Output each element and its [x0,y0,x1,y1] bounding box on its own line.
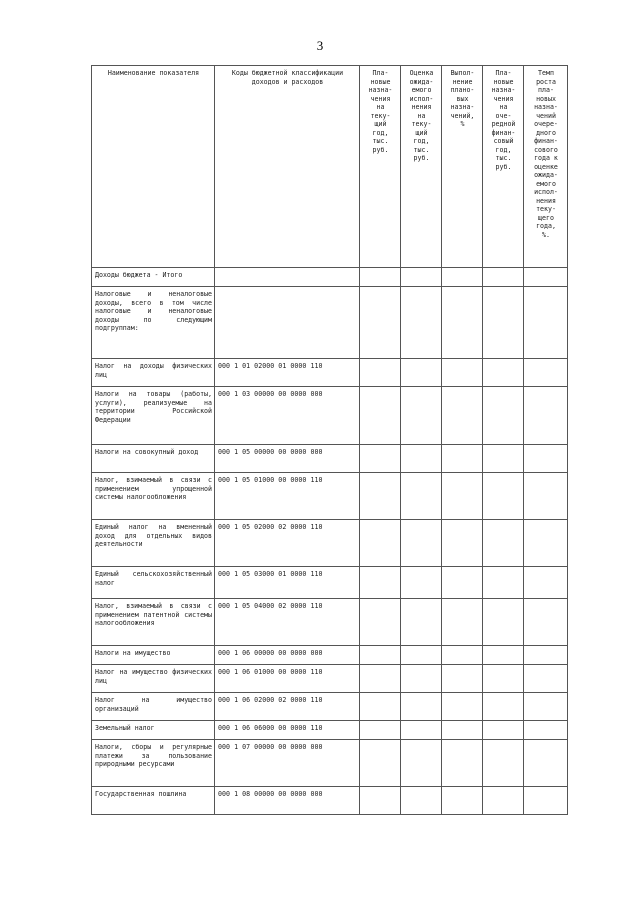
header-planned-current-year: Пла- новые назна- чения на теку- щий год, тыс. руб. [360,66,401,268]
row-classification-code: 000 1 05 00000 00 0000 000 [215,445,360,473]
row-execution-percent-cell [442,520,483,567]
table-row [92,646,568,665]
row-expected-execution-cell [401,473,442,520]
row-execution-percent-cell [442,665,483,693]
row-execution-percent-cell [442,287,483,359]
row-planned-current-cell [360,721,401,740]
table-row [92,387,568,445]
row-planned-current-cell [360,665,401,693]
row-indicator-name: Налоги на имущество [92,646,215,665]
row-expected-execution-cell [401,693,442,721]
row-planned-current-cell [360,445,401,473]
row-execution-percent-cell [442,359,483,387]
row-growth-rate-cell [524,359,568,387]
row-planned-next-cell [483,721,524,740]
row-planned-current-cell [360,387,401,445]
row-growth-rate-cell [524,567,568,599]
row-growth-rate-cell [524,787,568,815]
row-expected-execution-cell [401,445,442,473]
row-expected-execution-cell [401,520,442,567]
row-classification-code: 000 1 05 04000 02 0000 110 [215,599,360,646]
row-growth-rate-cell [524,287,568,359]
row-classification-code: 000 1 06 06000 00 0000 110 [215,721,360,740]
row-planned-current-cell [360,693,401,721]
row-execution-percent-cell [442,445,483,473]
row-indicator-name: Налоги, сборы и регулярные платежи за пользование природными ресурсами [92,740,215,787]
table-row [92,567,568,599]
table-row [92,359,568,387]
row-planned-next-cell [483,287,524,359]
row-execution-percent-cell [442,599,483,646]
header-growth-rate: Темп роста пла- новых назна- чений очере- дного финан- сового года к оценке ожида- емого испол- нения теку- щего года, %. [524,66,568,268]
row-growth-rate-cell [524,520,568,567]
table-row [92,721,568,740]
row-planned-current-cell [360,287,401,359]
row-classification-code: 000 1 08 00000 00 0000 000 [215,787,360,815]
table-row [92,787,568,815]
row-growth-rate-cell [524,445,568,473]
row-classification-code: 000 1 05 03000 01 0000 110 [215,567,360,599]
row-indicator-name: Налог, взимаемый в связи с применением упрощенной системы налогообложения [92,473,215,520]
row-execution-percent-cell [442,268,483,287]
row-expected-execution-cell [401,646,442,665]
row-classification-code: 000 1 06 00000 00 0000 000 [215,646,360,665]
row-planned-current-cell [360,599,401,646]
row-growth-rate-cell [524,473,568,520]
row-planned-current-cell [360,740,401,787]
row-expected-execution-cell [401,268,442,287]
row-planned-next-cell [483,473,524,520]
row-classification-code: 000 1 05 02000 02 0000 110 [215,520,360,567]
row-planned-next-cell [483,665,524,693]
row-execution-percent-cell [442,646,483,665]
row-growth-rate-cell [524,693,568,721]
header-indicator-name: Наименование показателя [92,66,215,268]
row-expected-execution-cell [401,787,442,815]
row-indicator-name: Налоги на товары (работы, услуги), реализуемые на территории Российской Федерации [92,387,215,445]
row-indicator-name: Налоговые и неналоговые доходы, всего в том числе налоговые и неналоговые доходы по следующим подгруппам: [92,287,215,359]
row-planned-next-cell [483,268,524,287]
row-classification-code: 000 1 03 00000 00 0000 000 [215,387,360,445]
row-classification-code [215,268,360,287]
row-indicator-name: Единый сельскохозяйственный налог [92,567,215,599]
table-row [92,520,568,567]
row-execution-percent-cell [442,721,483,740]
row-planned-next-cell [483,567,524,599]
row-expected-execution-cell [401,567,442,599]
row-planned-current-cell [360,646,401,665]
row-indicator-name: Налоги на совокупный доход [92,445,215,473]
row-expected-execution-cell [401,740,442,787]
row-planned-next-cell [483,445,524,473]
row-growth-rate-cell [524,268,568,287]
table-row [92,287,568,359]
row-planned-current-cell [360,787,401,815]
row-planned-current-cell [360,359,401,387]
row-planned-next-cell [483,646,524,665]
row-execution-percent-cell [442,740,483,787]
row-indicator-name: Налог на имущество физических лиц [92,665,215,693]
row-growth-rate-cell [524,599,568,646]
row-planned-next-cell [483,387,524,445]
row-planned-next-cell [483,359,524,387]
row-classification-code: 000 1 01 02000 01 0000 110 [215,359,360,387]
row-planned-next-cell [483,740,524,787]
row-planned-current-cell [360,520,401,567]
row-execution-percent-cell [442,787,483,815]
header-expected-execution: Оценка ожида- емого испол- нения на теку- щий год, тыс. руб. [401,66,442,268]
row-planned-next-cell [483,520,524,567]
table-row [92,473,568,520]
table-row [92,665,568,693]
row-execution-percent-cell [442,567,483,599]
row-indicator-name: Налог, взимаемый в связи с применением патентной системы налогообложения [92,599,215,646]
table-row [92,445,568,473]
header-planned-next-year: Пла- новые назна- чения на оче- редной финан- совый год, тыс. руб. [483,66,524,268]
row-planned-next-cell [483,599,524,646]
row-growth-rate-cell [524,646,568,665]
row-planned-current-cell [360,473,401,520]
row-growth-rate-cell [524,721,568,740]
row-classification-code: 000 1 07 00000 00 0000 000 [215,740,360,787]
row-classification-code: 000 1 06 02000 02 0000 110 [215,693,360,721]
row-expected-execution-cell [401,287,442,359]
row-classification-code: 000 1 06 01000 00 0000 110 [215,665,360,693]
row-growth-rate-cell [524,387,568,445]
row-indicator-name: Налог на доходы физических лиц [92,359,215,387]
page-number: 3 [316,38,324,53]
row-classification-code [215,287,360,359]
row-expected-execution-cell [401,387,442,445]
row-execution-percent-cell [442,693,483,721]
row-planned-current-cell [360,268,401,287]
row-indicator-name: Единый налог на вмененный доход для отдельных видов деятельности [92,520,215,567]
row-indicator-name: Государственная пошлина [92,787,215,815]
row-execution-percent-cell [442,387,483,445]
row-planned-current-cell [360,567,401,599]
budget-revenue-table [91,65,568,815]
table-row [92,268,568,287]
row-growth-rate-cell [524,740,568,787]
row-indicator-name: Доходы бюджета - Итого [92,268,215,287]
table-header-row [92,66,568,268]
header-classification-codes: Коды бюджетной классификации доходов и расходов [215,66,360,268]
row-expected-execution-cell [401,665,442,693]
row-expected-execution-cell [401,721,442,740]
row-indicator-name: Налог на имущество организаций [92,693,215,721]
row-indicator-name: Земельный налог [92,721,215,740]
header-execution-percent: Выпол- нение плано- вых назна- чений, % [442,66,483,268]
table-body [92,268,568,815]
row-classification-code: 000 1 05 01000 00 0000 110 [215,473,360,520]
table-row [92,693,568,721]
row-growth-rate-cell [524,665,568,693]
row-expected-execution-cell [401,359,442,387]
table-row [92,599,568,646]
row-planned-next-cell [483,787,524,815]
table-row [92,740,568,787]
row-execution-percent-cell [442,473,483,520]
row-expected-execution-cell [401,599,442,646]
row-planned-next-cell [483,693,524,721]
